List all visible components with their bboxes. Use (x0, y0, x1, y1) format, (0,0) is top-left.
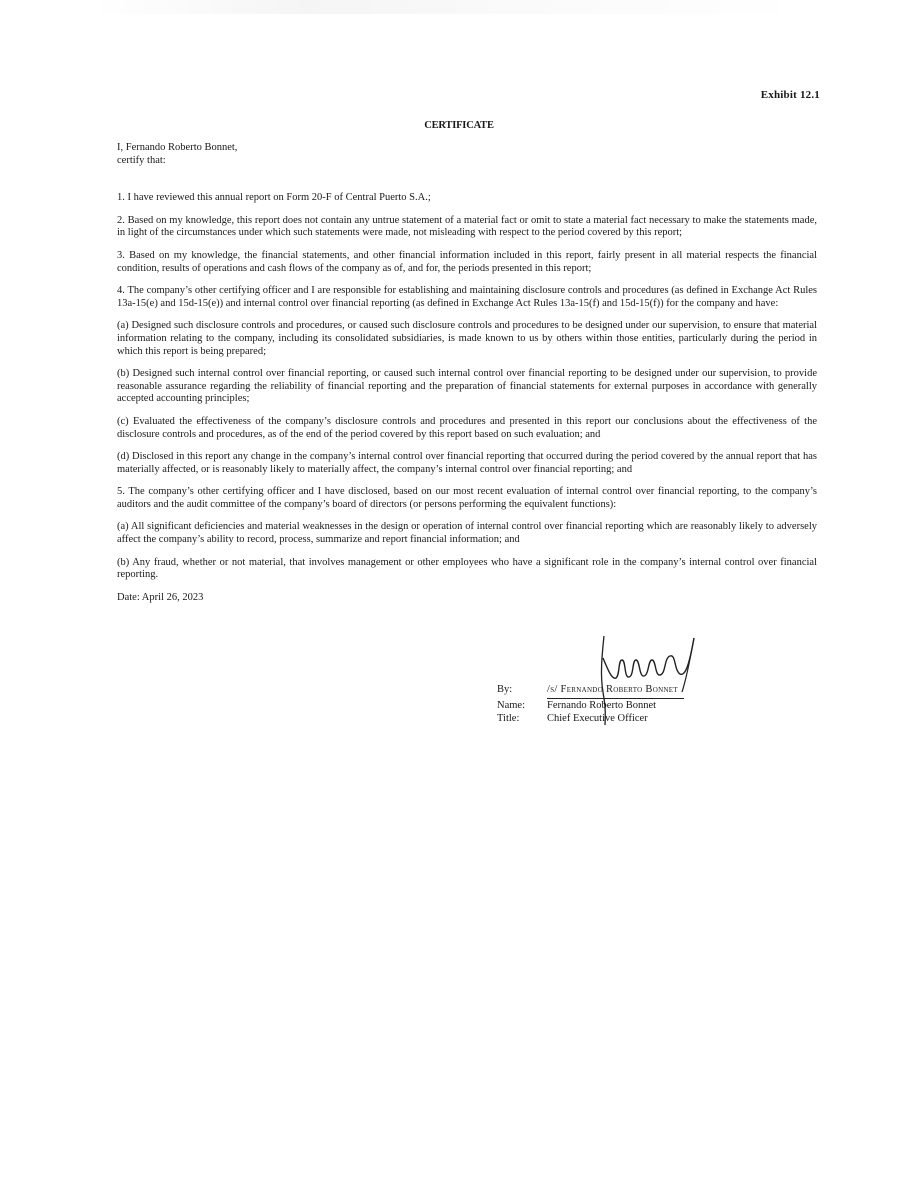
signature-by-row (497, 683, 684, 699)
document-title: CERTIFICATE (424, 120, 494, 131)
title-label: Title: (497, 713, 520, 724)
signer-name: Fernando Roberto Bonnet (547, 699, 657, 711)
paragraph-5: 5. The company’s other certifying officer and I have disclosed, based on our most recent evaluation of internal control over financial reporting, to the company’s auditors and the audit committee of the company’s board of directors (or persons performing the equivalent functions): (117, 486, 817, 510)
exhibit-label: Exhibit 12.1 (760, 89, 820, 101)
signature-block (497, 683, 684, 726)
paragraph-4: 4. The company’s other certifying officer and I are responsible for establishing and maintaining disclosure controls and procedures (as defined in Exchange Act Rules 13a-15(e) and 15d-15(e)) and internal control over financial reporting (as defined in Exchange Act Rules 13a-15(f) and 15d-15(f)) for the company and have: (117, 285, 817, 309)
by-label: By: (497, 684, 513, 695)
paragraph-2: 2. Based on my knowledge, this report does not contain any untrue statement of a material fact or omit to state a material fact necessary to make the statements made, in light of the circumstances under which such statements were made, not misleading with respect to the period covered by this report; (117, 214, 817, 239)
signed-name: /s/ Fernando Roberto Bonnet (547, 683, 684, 699)
paragraph-3: 3. Based on my knowledge, the financial statements, and other financial information included in this report, fairly present in all material respects the financial condition, results of operations and cash flows of the company as of, and for, the periods presented in this report; (117, 249, 817, 274)
intro-certify-line: certify that: (117, 154, 166, 166)
scan-artifact (90, 0, 810, 14)
paragraph-5a: (a) All significant deficiencies and material weaknesses in the design or operation of internal control over financial reporting which are reasonably likely to adversely affect the company’s ability to record, process, summarize and report financial information; and (117, 521, 817, 546)
intro-name-line: I, Fernando Roberto Bonnet, (117, 142, 238, 153)
name-label: Name: (497, 699, 525, 711)
signer-title: Chief Executive Officer (547, 713, 648, 724)
paragraph-4c: (c) Evaluated the effectiveness of the company’s disclosure controls and procedures and presented in this report our conclusions about the effectiveness of the disclosure controls and procedures, as of the end of the period covered by this report based on such evaluation; and (117, 415, 817, 440)
paragraph-4b: (b) Designed such internal control over financial reporting, or caused such internal control over financial reporting to be designed under our supervision, to provide reasonable assurance regarding the reliability of financial reporting and the preparation of financial statements for external purposes in accordance with generally accepted accounting principles; (117, 368, 817, 405)
certificate-body (117, 142, 817, 614)
paragraph-4d: (d) Disclosed in this report any change in the company’s internal control over financial reporting that occurred during the period covered by the annual report that has materially affected, or is reasonably likely to materially affect, the company’s internal control over financial reporting; and (117, 451, 817, 475)
signature-name-row (497, 699, 684, 713)
paragraph-4a: (a) Designed such disclosure controls and procedures, or caused such disclosure controls and procedures to be designed under our supervision, to ensure that material information relating to the company, including its consolidated subsidiaries, is made known to us by others within those entities, particularly during the period in which this report is being prepared; (117, 320, 817, 357)
signature-date: Date: April 26, 2023 (117, 591, 204, 603)
paragraph-5b: (b) Any fraud, whether or not material, that involves management or other employees who have a significant role in the company’s internal control over financial reporting. (117, 556, 817, 581)
paragraph-1: 1. I have reviewed this annual report on Form 20-F of Central Puerto S.A.; (117, 192, 431, 204)
signature-title-row (497, 712, 684, 726)
